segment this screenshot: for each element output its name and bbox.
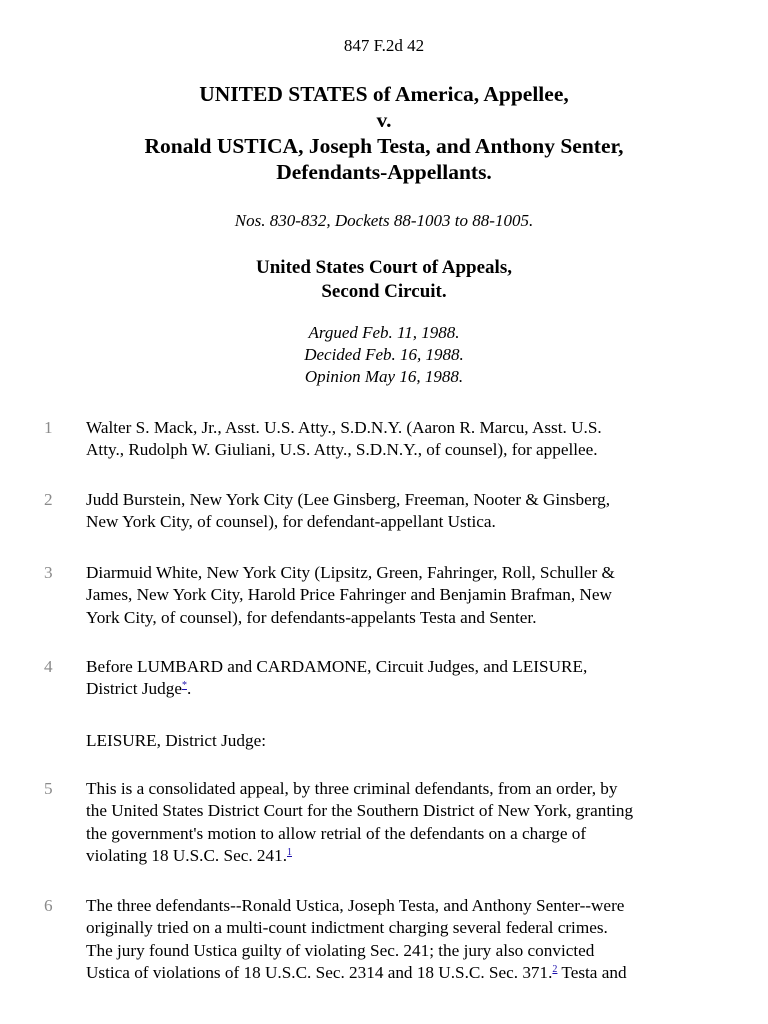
footnote-marker (287, 847, 292, 858)
caption-appellants: Ronald USTICA, Joseph Testa, and Anthony Senter, (144, 134, 624, 158)
caption-appellee: UNITED STATES of America, Appellee, (199, 82, 569, 106)
text-line (86, 962, 736, 984)
citation: 847 F.2d 42 (343, 36, 425, 55)
paragraph-text (86, 489, 736, 534)
text-line: Before LUMBARD and CARDAMONE, Circuit Judges, and LEISURE, (86, 657, 588, 676)
case-dates (0, 322, 768, 388)
docket-numbers: Nos. 830-832, Dockets 88-1003 to 88-1005. (234, 211, 534, 230)
text-segment: Testa and (557, 963, 627, 983)
case-caption (0, 81, 768, 185)
paragraph-text (86, 778, 736, 868)
paragraph-text (86, 562, 736, 629)
text-line: Diarmuid White, New York City (Lipsitz, Green, Fahringer, Roll, Schuller & (86, 563, 615, 582)
footnote-link[interactable]: 2 (552, 964, 558, 976)
text-line: This is a consolidated appeal, by three criminal defendants, from an order, by (86, 779, 618, 798)
text-line: The three defendants--Ronald Ustica, Joseph Testa, and Anthony Senter--were (86, 896, 625, 915)
text-segment: Ustica of violations of 18 U.S.C. Sec. 2314 and 18 U.S.C. Sec. 371. (86, 963, 553, 983)
paragraph-number: 5 (44, 779, 53, 798)
text-line: originally tried on a multi-count indictment charging several federal crimes. (86, 918, 608, 938)
text-segment: violating 18 U.S.C. Sec. 241. (86, 846, 287, 866)
paragraph-text (86, 895, 736, 985)
text-line: Atty., Rudolph W. Giuliani, U.S. Atty., S.D.N.Y., of counsel), for appellee. (86, 440, 598, 460)
court-line-2: Second Circuit. (321, 281, 447, 302)
paragraph-number: 6 (44, 896, 53, 915)
text-line: Judd Burstein, New York City (Lee Ginsberg, Freeman, Nooter & Ginsberg, (86, 490, 610, 509)
caption-appellants-role: Defendants-Appellants. (276, 160, 492, 184)
caption-versus: v. (376, 108, 392, 132)
court-name (0, 256, 768, 304)
paragraph-text (86, 656, 736, 701)
paragraph-text (86, 417, 736, 462)
text-segment: District Judge (86, 679, 182, 699)
footnote-link[interactable]: 1 (287, 847, 292, 859)
text-line: the United States District Court for the Southern District of New York, granting (86, 801, 634, 821)
argued-date: Argued Feb. 11, 1988. (308, 323, 460, 342)
footnote-link[interactable]: * (181, 680, 187, 692)
text-segment: . (186, 679, 192, 699)
text-line: The jury found Ustica guilty of violating Sec. 241; the jury also convicted (86, 940, 595, 960)
text-line: Walter S. Mack, Jr., Asst. U.S. Atty., S.D.N.Y. (Aaron R. Marcu, Asst. U.S. (86, 418, 602, 437)
court-line-1: United States Court of Appeals, (256, 257, 512, 278)
paragraph-number: 2 (44, 490, 53, 509)
text-line: the government's motion to allow retrial of the defendants on a charge of (86, 823, 587, 843)
opinion-date: Opinion May 16, 1988. (304, 367, 464, 386)
decided-date: Decided Feb. 16, 1988. (304, 345, 464, 364)
text-line: York City, of counsel), for defendants-appelants Testa and Senter. (86, 607, 537, 627)
text-line: New York City, of counsel), for defendant-appellant Ustica. (86, 512, 496, 532)
text-line (86, 678, 736, 700)
text-line (86, 845, 736, 867)
author-text: LEISURE, District Judge: (86, 731, 266, 750)
paragraph-number: 1 (44, 418, 53, 437)
text-line: James, New York City, Harold Price Fahringer and Benjamin Brafman, New (86, 585, 612, 605)
paragraph-number: 3 (44, 563, 53, 582)
paragraph-number: 4 (44, 657, 53, 676)
